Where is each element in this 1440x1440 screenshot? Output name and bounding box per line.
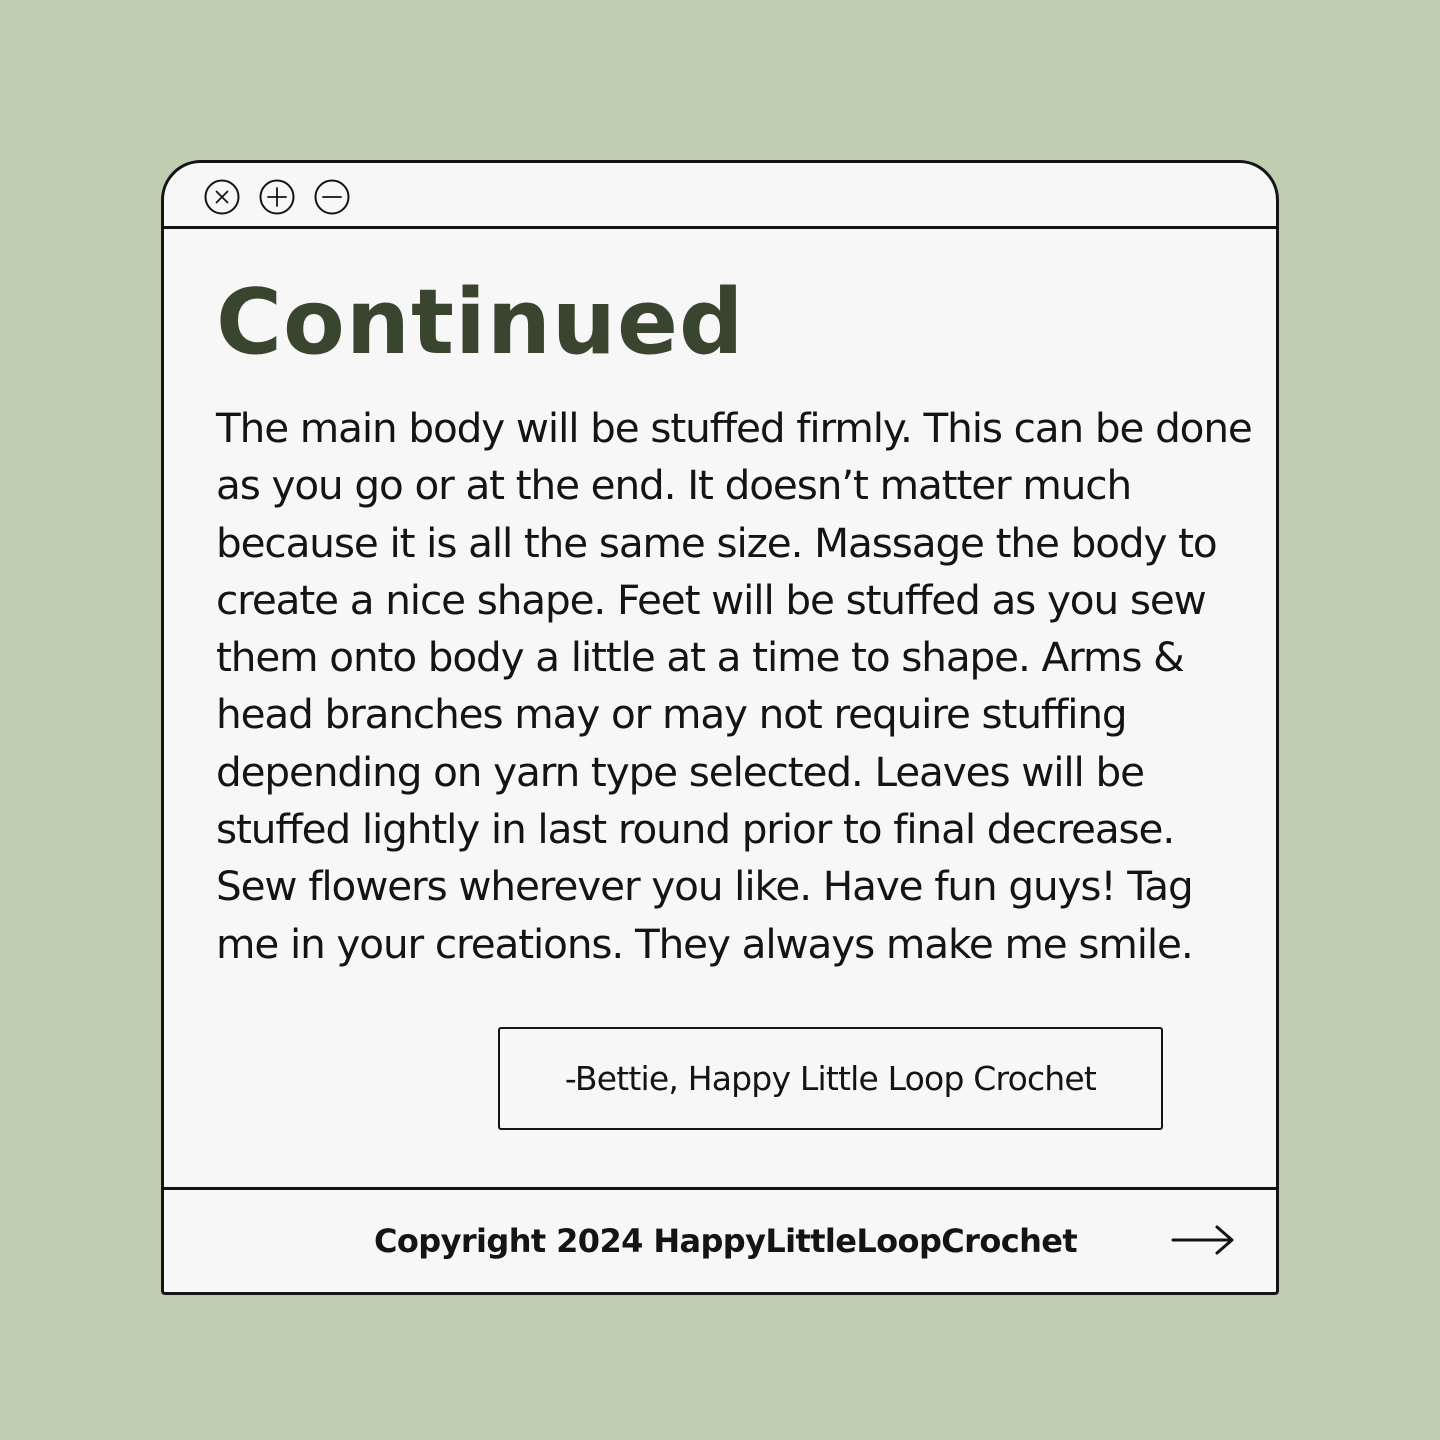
page-title: Continued	[216, 270, 745, 375]
footer-bar	[164, 1187, 1276, 1292]
title-bar	[164, 163, 1276, 229]
arrow-right-icon[interactable]	[1169, 1220, 1239, 1260]
signature-box	[498, 1027, 1163, 1130]
minus-icon[interactable]	[314, 179, 350, 215]
body-paragraph: The main body will be stuffed firmly. This can be done as you go or at the end. It doesn’t matter much because it is all the same size. Massage the body to create a nice shape. Feet will be stuffed as you sew them onto body a little at a time to shape. Arms & head branches may or may not require stuffing depending on yarn type selected. Leaves will be stuffed lightly in last round prior to final decrease. Sew flowers wherever you like. Have fun guys! Tag me in your creations. They always make me smile.	[216, 404, 1252, 968]
plus-icon[interactable]	[259, 179, 295, 215]
signature-text: -Bettie, Happy Little Loop Crochet	[564, 1059, 1097, 1098]
copyright-text: Copyright 2024 HappyLittleLoopCrochet	[374, 1222, 1078, 1260]
app-window	[161, 160, 1279, 1295]
close-icon[interactable]	[204, 179, 240, 215]
